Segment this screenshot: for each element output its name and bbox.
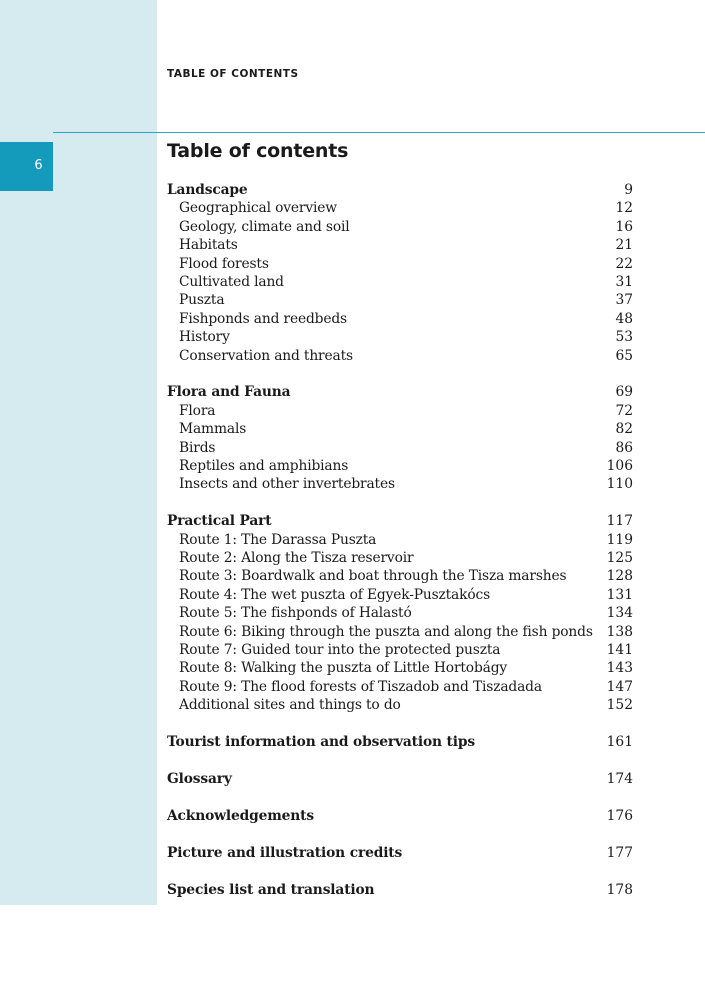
toc-entry-main[interactable] xyxy=(167,512,633,530)
toc-entry-main[interactable] xyxy=(167,844,633,862)
toc-entry-sub[interactable] xyxy=(167,420,633,438)
toc-entry-page: 177 xyxy=(606,844,633,861)
toc-entry-sub[interactable] xyxy=(167,457,633,475)
toc-entry-main[interactable] xyxy=(167,733,633,751)
toc-entry-sub[interactable] xyxy=(167,255,633,273)
toc-entry-page: 69 xyxy=(615,384,633,401)
toc-entry-sub[interactable] xyxy=(167,291,633,309)
toc-section xyxy=(167,733,633,751)
toc-entry-page: 110 xyxy=(606,476,633,493)
toc-entry-sub[interactable] xyxy=(167,531,633,549)
toc-entry-page: 22 xyxy=(615,255,633,272)
toc-entry-main[interactable] xyxy=(167,881,633,899)
toc-entry-sub[interactable] xyxy=(167,402,633,420)
toc-entry-sub[interactable] xyxy=(167,641,633,659)
toc-entry-label: Fishponds and reedbeds xyxy=(179,310,347,327)
running-header: TABLE OF CONTENTS xyxy=(167,68,299,80)
page-number: 6 xyxy=(34,158,43,173)
toc-entry-page: 65 xyxy=(615,347,633,364)
toc-entry-main[interactable] xyxy=(167,770,633,788)
toc-entry-page: 161 xyxy=(606,734,633,751)
toc-entry-label: Birds xyxy=(179,439,216,456)
toc-entry-sub[interactable] xyxy=(167,604,633,622)
toc-entry-label: Route 5: The fishponds of Halastó xyxy=(179,605,412,622)
toc-entry-sub[interactable] xyxy=(167,439,633,457)
header-rule xyxy=(53,132,705,133)
toc-entry-sub[interactable] xyxy=(167,549,633,567)
toc-entry-page: 72 xyxy=(615,402,633,419)
toc-entry-page: 174 xyxy=(606,770,633,787)
toc-entry-page: 125 xyxy=(606,550,633,567)
toc-entry-label: Glossary xyxy=(167,770,232,787)
toc-entry-sub[interactable] xyxy=(167,218,633,236)
toc-section xyxy=(167,807,633,825)
toc-entry-page: 86 xyxy=(615,439,633,456)
toc-entry-main[interactable] xyxy=(167,807,633,825)
toc-entry-page: 106 xyxy=(606,457,633,474)
toc-entry-page: 37 xyxy=(615,292,633,309)
toc-entry-label: Tourist information and observation tips xyxy=(167,734,475,751)
toc-entry-label: Route 3: Boardwalk and boat through the Tisza marshes xyxy=(179,568,567,585)
toc-entry-sub[interactable] xyxy=(167,310,633,328)
toc-entry-page: 48 xyxy=(615,310,633,327)
toc-entry-sub[interactable] xyxy=(167,659,633,677)
toc-entry-label: Mammals xyxy=(179,421,247,438)
page-title: Table of contents xyxy=(167,140,349,162)
toc-entry-page: 128 xyxy=(606,568,633,585)
toc-entry-page: 82 xyxy=(615,421,633,438)
toc-section xyxy=(167,881,633,899)
toc-section xyxy=(167,383,633,493)
toc-section xyxy=(167,181,633,365)
toc-entry-label: Route 1: The Darassa Puszta xyxy=(179,531,377,548)
toc-entry-sub[interactable] xyxy=(167,273,633,291)
toc-entry-page: 16 xyxy=(615,218,633,235)
toc-entry-main[interactable] xyxy=(167,383,633,401)
toc-entry-label: Route 9: The flood forests of Tiszadob and Tiszadada xyxy=(179,678,542,695)
toc-entry-sub[interactable] xyxy=(167,696,633,714)
toc-entry-sub[interactable] xyxy=(167,236,633,254)
toc-entry-label: Flora xyxy=(179,402,216,419)
toc-entry-page: 131 xyxy=(606,586,633,603)
toc-entry-page: 53 xyxy=(615,329,633,346)
toc-entry-sub[interactable] xyxy=(167,678,633,696)
toc-entry-label: Cultivated land xyxy=(179,273,284,290)
toc-entry-label: Flood forests xyxy=(179,255,269,272)
toc-entry-page: 141 xyxy=(606,641,633,658)
toc-entry-label: Conservation and threats xyxy=(179,347,353,364)
toc-entry-page: 147 xyxy=(606,678,633,695)
toc-entry-page: 12 xyxy=(615,200,633,217)
table-of-contents xyxy=(167,181,633,918)
toc-entry-label: Geology, climate and soil xyxy=(179,218,350,235)
toc-entry-page: 9 xyxy=(624,182,633,198)
toc-entry-page: 178 xyxy=(606,881,633,898)
toc-entry-label: Route 2: Along the Tisza reservoir xyxy=(179,550,414,567)
toc-entry-page: 21 xyxy=(615,237,633,254)
toc-entry-label: Species list and translation xyxy=(167,881,375,898)
toc-entry-label: Picture and illustration credits xyxy=(167,844,403,861)
toc-section xyxy=(167,844,633,862)
toc-entry-sub[interactable] xyxy=(167,328,633,346)
toc-entry-label: Route 8: Walking the puszta of Little Hortobágy xyxy=(179,660,508,677)
toc-entry-label: Puszta xyxy=(179,292,225,309)
toc-entry-label: Reptiles and amphibians xyxy=(179,457,349,474)
toc-entry-label: Landscape xyxy=(167,182,248,198)
toc-entry-sub[interactable] xyxy=(167,623,633,641)
toc-entry-sub[interactable] xyxy=(167,475,633,493)
toc-entry-sub[interactable] xyxy=(167,347,633,365)
toc-entry-label: Route 4: The wet puszta of Egyek-Pusztakócs xyxy=(179,586,491,603)
toc-entry-page: 134 xyxy=(606,605,633,622)
toc-entry-page: 152 xyxy=(606,697,633,714)
toc-section xyxy=(167,770,633,788)
toc-entry-main[interactable] xyxy=(167,181,633,199)
toc-entry-sub[interactable] xyxy=(167,586,633,604)
toc-entry-label: Flora and Fauna xyxy=(167,384,291,401)
left-margin-band xyxy=(0,0,157,905)
toc-entry-page: 138 xyxy=(606,623,633,640)
toc-entry-label: Habitats xyxy=(179,237,238,254)
toc-entry-page: 31 xyxy=(615,273,633,290)
toc-entry-sub[interactable] xyxy=(167,567,633,585)
toc-entry-page: 176 xyxy=(606,807,633,824)
toc-entry-label: Insects and other invertebrates xyxy=(179,476,395,493)
toc-entry-page: 119 xyxy=(606,531,633,548)
toc-entry-label: History xyxy=(179,329,230,346)
toc-entry-sub[interactable] xyxy=(167,199,633,217)
toc-section xyxy=(167,512,633,714)
toc-entry-label: Route 6: Biking through the puszta and along the fish ponds xyxy=(179,623,593,640)
toc-entry-label: Acknowledgements xyxy=(167,807,315,824)
toc-entry-label: Route 7: Guided tour into the protected puszta xyxy=(179,641,501,658)
toc-entry-page: 117 xyxy=(606,513,633,530)
toc-entry-label: Practical Part xyxy=(167,513,272,530)
toc-entry-label: Additional sites and things to do xyxy=(179,697,401,714)
toc-entry-page: 143 xyxy=(606,660,633,677)
toc-entry-label: Geographical overview xyxy=(179,200,337,217)
